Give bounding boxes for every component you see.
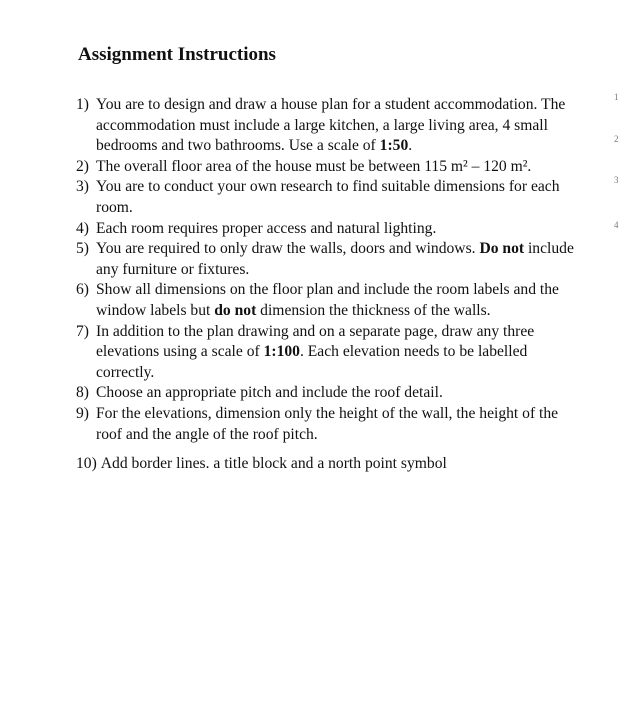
item-text: Add border lines. a title block and a north point symbol bbox=[100, 455, 447, 473]
list-item bbox=[76, 454, 586, 475]
item-bold-text: 1:50 bbox=[379, 137, 409, 155]
item-number: 10) bbox=[76, 455, 97, 473]
item-bold-text: do not bbox=[214, 301, 257, 319]
item-text: include any furniture or fixtures. bbox=[96, 240, 574, 278]
list-item bbox=[76, 219, 586, 240]
edge-mark: 1 bbox=[614, 92, 619, 102]
item-number: 9) bbox=[76, 404, 89, 422]
item-number: 7) bbox=[76, 322, 89, 340]
page-title: Assignment Instructions bbox=[78, 44, 276, 65]
item-text: dimension the thickness of the walls. bbox=[256, 301, 491, 319]
item-number: 2) bbox=[76, 157, 89, 175]
item-text: You are to design and draw a house plan for a student accommodation. The accommodation must include a large kitchen, a large living area, 4 small bedrooms and two bathrooms. Use a scale of bbox=[96, 96, 566, 155]
instructions-list bbox=[76, 95, 586, 475]
list-item bbox=[76, 383, 586, 404]
edge-mark: 3 bbox=[614, 175, 619, 185]
item-number: 6) bbox=[76, 281, 89, 299]
edge-mark: 2 bbox=[614, 134, 619, 144]
item-text: You are required to only draw the walls, doors and windows. bbox=[96, 240, 480, 258]
item-number: 4) bbox=[76, 219, 89, 237]
list-item bbox=[76, 95, 586, 157]
item-number: 8) bbox=[76, 384, 89, 402]
item-text: In addition to the plan drawing and on a separate page, draw any three elevations using a scale of bbox=[96, 322, 535, 361]
list-item bbox=[76, 280, 586, 321]
item-text: . bbox=[408, 137, 413, 155]
item-bold-text: 1:100 bbox=[263, 343, 300, 361]
list-item bbox=[76, 157, 586, 178]
item-number: 1) bbox=[76, 96, 89, 113]
item-bold-text: Do not bbox=[479, 240, 525, 258]
item-text: You are to conduct your own research to find suitable dimensions for each room. bbox=[96, 178, 560, 216]
item-text: The overall floor area of the house must be between 115 m² – 120 m². bbox=[96, 157, 532, 175]
list-item bbox=[76, 404, 586, 445]
item-text: Each room requires proper access and natural lighting. bbox=[96, 219, 437, 237]
item-text: Show all dimensions on the floor plan and include the room labels and the window labels but bbox=[96, 281, 559, 319]
item-number: 3) bbox=[76, 178, 89, 196]
item-text: For the elevations, dimension only the height of the wall, the height of the roof and the angle of the roof pitch. bbox=[96, 404, 559, 443]
list-item bbox=[76, 322, 586, 384]
list-item bbox=[76, 239, 586, 280]
item-text: . Each elevation needs to be labelled correctly. bbox=[96, 343, 528, 381]
edge-mark: 4 bbox=[614, 220, 619, 230]
item-text: Choose an appropriate pitch and include the roof detail. bbox=[96, 384, 443, 402]
item-number: 5) bbox=[76, 240, 89, 258]
list-item bbox=[76, 177, 586, 218]
